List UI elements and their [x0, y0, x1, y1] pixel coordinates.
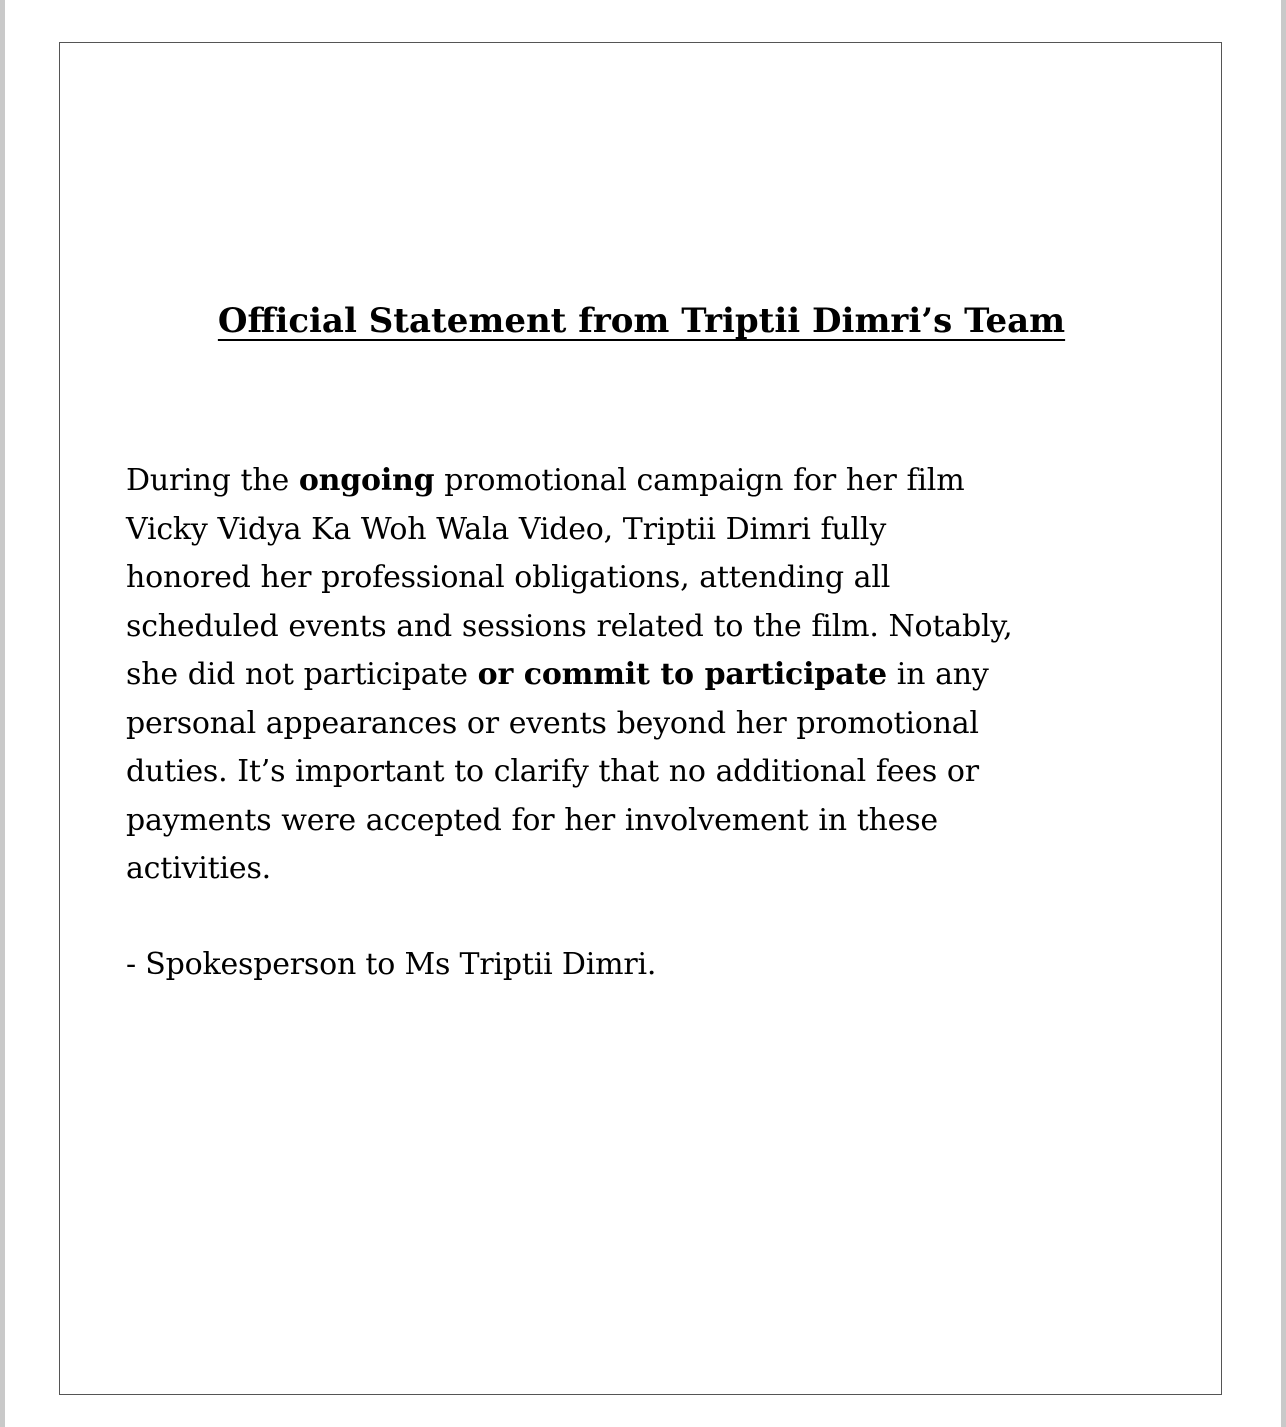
- emphasis-commit: or commit to participate: [477, 657, 887, 692]
- document-page: [59, 42, 1222, 1395]
- emphasis-ongoing: ongoing: [298, 463, 435, 498]
- body-line-3: honored her professional obligations, attending all: [126, 560, 891, 595]
- body-line-6: personal appearances or events beyond her promotional: [126, 705, 979, 741]
- body-line-9: activities.: [126, 851, 272, 886]
- statement-title: Official Statement from Triptii Dimri’s Team: [217, 301, 1066, 341]
- statement-signature: - Spokesperson to Ms Triptii Dimri.: [126, 947, 657, 982]
- body-line-5: she did not participate or commit to participate in any: [126, 657, 989, 692]
- viewer-left-edge: [0, 0, 5, 1427]
- statement-body: [126, 457, 1186, 894]
- body-line-2: Vicky Vidya Ka Woh Wala Video, Triptii Dimri fully: [126, 511, 887, 547]
- body-line-4: scheduled events and sessions related to the film. Notably,: [126, 608, 1013, 644]
- body-line-7: duties. It’s important to clarify that no additional fees or: [126, 754, 979, 789]
- viewer-right-edge: [1281, 0, 1286, 1427]
- body-line-1: During the ongoing promotional campaign for her film: [126, 463, 965, 498]
- body-line-8: payments were accepted for her involvement in these: [126, 802, 938, 838]
